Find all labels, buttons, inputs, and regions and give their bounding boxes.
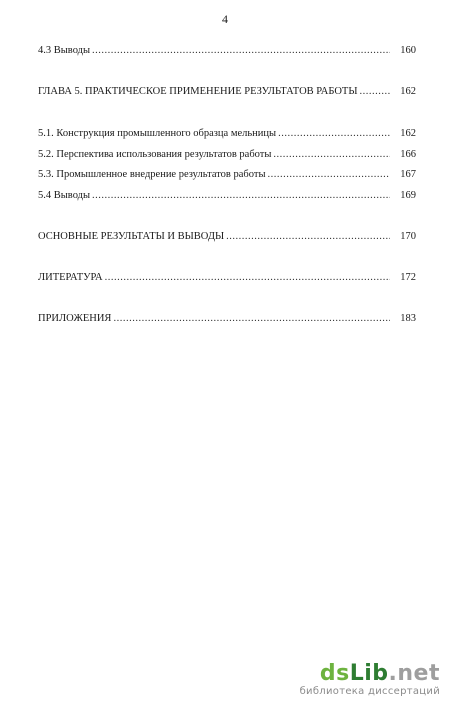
toc-entry-page: 166 bbox=[400, 149, 416, 160]
toc-entry-title: 5.4 Выводы bbox=[38, 190, 91, 201]
toc-entry-5-3[interactable] bbox=[38, 168, 416, 182]
toc-entry-page: 162 bbox=[400, 86, 416, 97]
toc-entry-5-2[interactable] bbox=[38, 148, 416, 162]
toc-entry-title: ОСНОВНЫЕ РЕЗУЛЬТАТЫ И ВЫВОДЫ bbox=[38, 231, 225, 242]
dot-leader bbox=[113, 312, 390, 326]
dot-leader bbox=[273, 148, 390, 162]
dslib-watermark bbox=[300, 662, 440, 697]
toc-entry-5-1[interactable] bbox=[38, 127, 416, 141]
dot-leader bbox=[359, 85, 390, 99]
dot-leader bbox=[92, 44, 390, 58]
toc-entry-page: 169 bbox=[400, 190, 416, 201]
toc-entry-title: 4.3 Выводы bbox=[38, 45, 91, 56]
toc-entry-title: ГЛАВА 5. ПРАКТИЧЕСКОЕ ПРИМЕНЕНИЕ РЕЗУЛЬТАТОВ РАБОТЫ bbox=[38, 86, 358, 97]
page-number: 4 bbox=[222, 12, 228, 26]
toc-entry-title: 5.1. Конструкция промышленного образца мельницы bbox=[38, 128, 277, 139]
dot-leader bbox=[92, 189, 390, 203]
toc-entry-title: 5.3. Промышленное внедрение результатов работы bbox=[38, 169, 266, 180]
dot-leader bbox=[105, 271, 390, 285]
dot-leader bbox=[268, 168, 391, 182]
toc-entry-page: 183 bbox=[400, 313, 416, 324]
toc-entry-page: 172 bbox=[400, 272, 416, 283]
toc-entry-page: 167 bbox=[400, 169, 416, 180]
toc-entry-chapter-5[interactable] bbox=[38, 85, 416, 99]
dot-leader bbox=[226, 230, 390, 244]
toc-entry-title: ЛИТЕРАТУРА bbox=[38, 272, 103, 283]
toc-entry-4-3-conclusions[interactable] bbox=[38, 44, 416, 58]
toc-entry-5-4-conclusions[interactable] bbox=[38, 189, 416, 203]
toc-entry-page: 160 bbox=[400, 45, 416, 56]
toc-entry-page: 162 bbox=[400, 128, 416, 139]
toc-entry-title: ПРИЛОЖЕНИЯ bbox=[38, 313, 112, 324]
toc-entry-appendices[interactable] bbox=[38, 312, 416, 326]
dot-leader bbox=[278, 127, 390, 141]
toc-entry-literature[interactable] bbox=[38, 271, 416, 285]
toc-entry-main-results[interactable] bbox=[38, 230, 416, 244]
dslib-logo: dsLib.net bbox=[319, 661, 440, 686]
dslib-subtitle: библиотека диссертаций bbox=[299, 686, 440, 697]
toc-entry-page: 170 bbox=[400, 231, 416, 242]
toc-entry-title: 5.2. Перспектива использования результатов работы bbox=[38, 149, 272, 160]
